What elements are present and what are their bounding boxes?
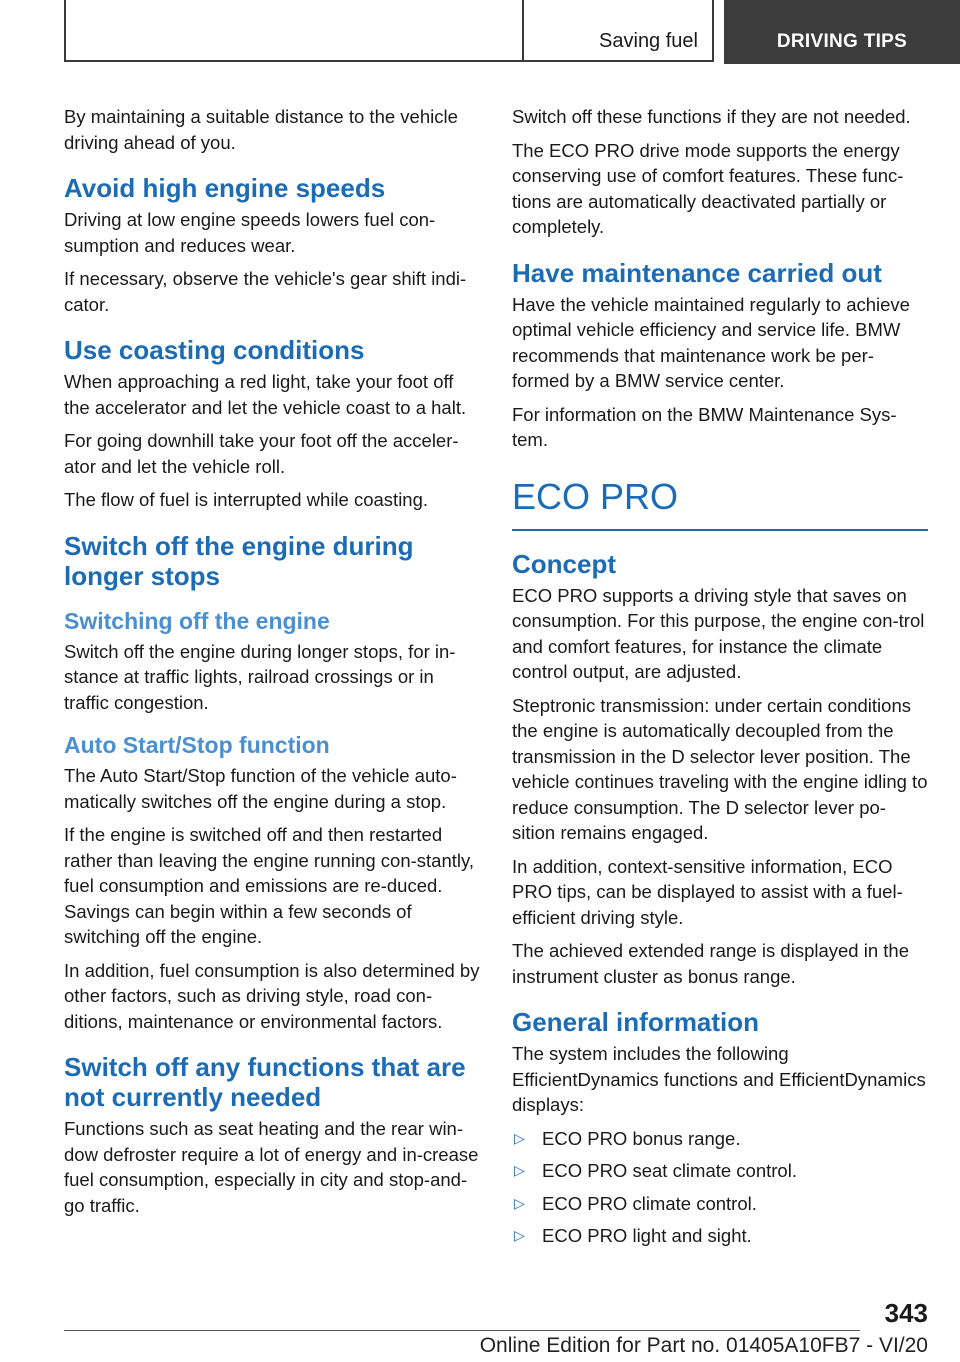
list-item — [512, 1191, 928, 1217]
heading-general-information: General information — [512, 1007, 760, 1037]
footer-divider — [64, 1330, 860, 1331]
list-item-text: ECO PRO seat climate control. — [542, 1160, 797, 1181]
footer-edition: Online Edition for Part no. 01405A10FB7 - VI/20 — [479, 1334, 928, 1357]
header-chapter-tab: DRIVING TIPS — [724, 0, 960, 64]
paragraph: The achieved extended range is displayed in the instrument cluster as bonus range. — [512, 940, 909, 987]
paragraph: Switch off the engine during longer stops, for in-stance at traffic lights, railroad crossings or in traffic congestion. — [64, 640, 456, 713]
heading-use-coasting-conditions: Use coasting conditions — [64, 335, 365, 365]
header-section-title: Saving fuel — [524, 0, 714, 62]
paragraph: In addition, fuel consumption is also determined by other factors, such as driving style, road con-ditions, maintenance or environmental factors. — [64, 959, 480, 1032]
list-item — [512, 1126, 928, 1152]
list-item-text: ECO PRO climate control. — [542, 1192, 757, 1214]
list-item — [512, 1158, 928, 1184]
heading-switch-off-functions: Switch off any functions that are not currently needed — [64, 1052, 466, 1112]
paragraph: In addition, context-sensitive information, ECO PRO tips, can be displayed to assist with a fuel-efficient driving style. — [512, 855, 903, 928]
right-column — [512, 104, 928, 1256]
paragraph: Driving at low engine speeds lowers fuel con-sumption and reduces wear. — [64, 209, 436, 256]
paragraph: Steptronic transmission: under certain conditions the engine is automatically decoupled from the transmission in the D selector lever position. The vehicle continues traveling with the engine idling to reduce consumption. The D selector lever po-sition remains engaged. — [512, 694, 928, 843]
paragraph: If necessary, observe the vehicle's gear shift indi-cator. — [64, 268, 467, 315]
header-blank-tab — [64, 0, 524, 62]
left-column — [64, 104, 482, 1226]
list-item — [512, 1223, 928, 1249]
triangle-bullet-icon: ▷ — [514, 1129, 525, 1146]
paragraph: The system includes the following EfficientDynamics functions and EfficientDynamics displays: — [512, 1043, 926, 1115]
triangle-bullet-icon: ▷ — [514, 1194, 525, 1211]
list-item-text: ECO PRO light and sight. — [542, 1225, 752, 1246]
paragraph: The ECO PRO drive mode supports the energy conserving use of comfort features. These func-tions are automatically deactivated partially or completely. — [512, 139, 904, 237]
heading-switch-off-engine-longer-stops: Switch off the engine during longer stops — [64, 530, 414, 591]
paragraph: For going downhill take your foot off the acceler-ator and let the vehicle roll. — [64, 430, 459, 477]
page-number: 343 — [884, 1298, 928, 1328]
heading-avoid-high-engine-speeds: Avoid high engine speeds — [64, 173, 386, 203]
paragraph: For information on the BMW Maintenance Sys-tem. — [512, 403, 897, 450]
intro-paragraph: By maintaining a suitable distance to the vehicle driving ahead of you. — [64, 106, 458, 153]
list-item-text: ECO PRO bonus range. — [542, 1127, 741, 1149]
triangle-bullet-icon: ▷ — [514, 1227, 525, 1243]
heading-maintenance: Have maintenance carried out — [512, 257, 882, 288]
paragraph: Functions such as seat heating and the rear win-dow defroster require a lot of energy and in-crease fuel consumption, especially in city and stop-and-go traffic. — [64, 1118, 479, 1216]
page-header — [64, 0, 960, 64]
subheading-auto-start-stop: Auto Start/Stop function — [64, 732, 330, 758]
triangle-bullet-icon: ▷ — [514, 1162, 525, 1178]
paragraph: The Auto Start/Stop function of the vehicle auto-matically switches off the engine during a stop. — [64, 765, 457, 812]
paragraph: Have the vehicle maintained regularly to achieve optimal vehicle efficiency and service life. BMW recommends that maintenance work be per-formed by a BMW service center. — [512, 293, 910, 391]
paragraph: When approaching a red light, take your foot off the accelerator and let the vehicle coast to a halt. — [64, 371, 467, 418]
paragraph: If the engine is switched off and then restarted rather than leaving the engine running con-stantly, fuel consumption and emissions are re-duced. Savings can begin within a few seconds of switching off the engine. — [64, 824, 475, 947]
heading-concept: Concept — [512, 548, 616, 579]
paragraph: Switch off these functions if they are not needed. — [512, 106, 911, 127]
subheading-switching-off-engine: Switching off the engine — [64, 607, 330, 634]
feature-list — [512, 1126, 928, 1249]
paragraph: ECO PRO supports a driving style that saves on consumption. For this purpose, the engine con-trol and comfort features, for instance the climate control output, are adjusted. — [512, 584, 925, 682]
paragraph: The flow of fuel is interrupted while coasting. — [64, 489, 429, 510]
chapter-heading-eco-pro: ECO PRO — [512, 471, 928, 531]
